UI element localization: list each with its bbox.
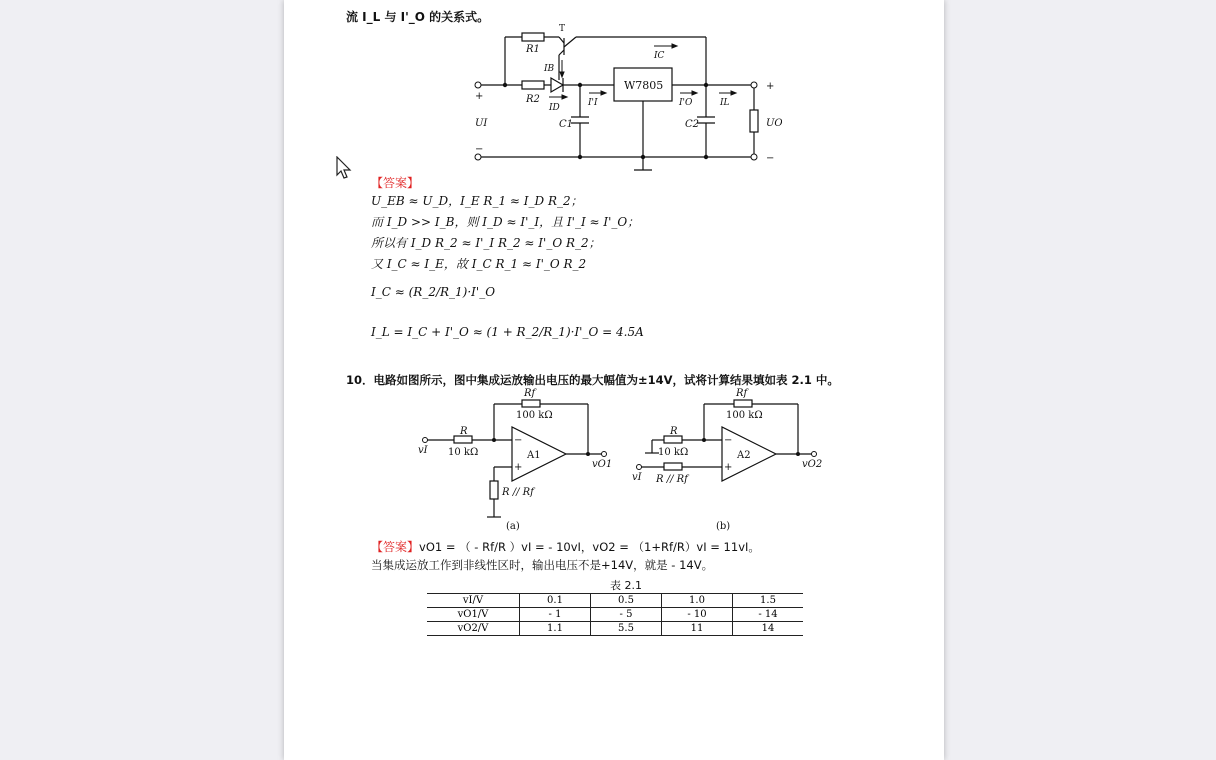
regulator-label: W7805 — [624, 79, 664, 92]
q10-answer-text: vO1 = （ - Rf/R ）vI = - 10vI，vO2 = （1+Rf/R）vI = 11vI。 — [419, 540, 760, 554]
table-cell: - 1 — [520, 608, 591, 622]
vi-b-label: vI — [632, 472, 642, 483]
rf-a-label: Rf — [524, 388, 536, 399]
q9-eq-line-4: 又 I_C ≈ I_E，故 I_C R_1 ≈ I'_O R_2 — [371, 257, 587, 271]
q10-answer-label: 【答案】 — [371, 540, 420, 554]
q9-ic-formula: I_C ≈ (R_2/R_1)·I'_O — [371, 285, 496, 299]
r-a-label: R — [460, 426, 468, 437]
q9-eq-line-3: 所以有 I_D R_2 ≈ I'_I R_2 ≈ I'_O R_2； — [371, 236, 601, 250]
table-cell: - 14 — [733, 608, 804, 622]
ic-label: IC — [654, 51, 665, 61]
document-page — [284, 0, 944, 760]
r-b-label: R — [670, 426, 678, 437]
svg-text:+: + — [724, 462, 733, 473]
table-row — [427, 622, 803, 636]
r-a-value: 10 kΩ — [448, 447, 479, 458]
vi-a-label: vI — [418, 445, 428, 456]
q9-eq-line-2: 而 I_D >> I_B，则 I_D ≈ I'_I，且 I'_I ≈ I'_O； — [371, 215, 640, 229]
mouse-pointer-icon — [336, 156, 352, 180]
table-cell: 14 — [733, 622, 804, 636]
q9-answer-label: 【答案】 — [371, 176, 420, 190]
table-row-label: vO2/V — [427, 622, 520, 636]
amp-b-label: A2 — [737, 450, 751, 461]
opamp-circuits-diagram — [414, 385, 834, 535]
transistor-label: T — [559, 24, 566, 34]
table-cell: 0.5 — [591, 594, 662, 608]
table-cell: 1.1 — [520, 622, 591, 636]
table-title: 表 2.1 — [610, 579, 642, 592]
q9-il-formula: I_L = I_C + I'_O ≈ (1 + R_2/R_1)·I'_O = 4.5A — [371, 325, 644, 339]
rf-b-label: Rf — [736, 388, 748, 399]
table-cell: - 10 — [662, 608, 733, 622]
table-cell: 1.0 — [662, 594, 733, 608]
caption-a: (a) — [506, 521, 520, 532]
table-row — [427, 608, 803, 622]
il-label: IL — [720, 98, 730, 108]
question10-title: 10．电路如图所示，图中集成运放输出电压的最大幅值为±14V，试将计算结果填如表 2.1 中。 — [346, 373, 839, 387]
svg-text:+: + — [514, 462, 523, 473]
uo-label: UO — [766, 118, 783, 129]
ib-label: IB — [544, 64, 555, 74]
q9-eq-line-1: U_EB ≈ U_D，I_E R_1 ≈ I_D R_2； — [371, 194, 583, 208]
table-cell: 1.5 — [733, 594, 804, 608]
ui-label: UI — [475, 118, 488, 129]
rf-b-value: 100 kΩ — [726, 410, 763, 421]
amp-a-label: A1 — [527, 450, 541, 461]
svg-text:−: − — [514, 435, 523, 446]
table-row-label: vO1/V — [427, 608, 520, 622]
regulator-circuit-diagram — [464, 20, 794, 175]
output-plus-label: + — [766, 81, 775, 92]
table-cell: 5.5 — [591, 622, 662, 636]
c2-label: C2 — [685, 119, 700, 130]
bias-a-label: R // Rf — [502, 487, 534, 498]
ii-label: I'I — [588, 98, 598, 108]
svg-text:−: − — [724, 435, 733, 446]
q10-note: 当集成运放工作到非线性区时，输出电压不是+14V，就是 - 14V。 — [371, 558, 714, 572]
bias-b-label: R // Rf — [656, 474, 688, 485]
rf-a-value: 100 kΩ — [516, 410, 553, 421]
vo2-label: vO2 — [802, 459, 823, 470]
id-label: ID — [549, 103, 560, 113]
c1-label: C1 — [559, 119, 574, 130]
table-row — [427, 594, 803, 608]
r1-label: R1 — [526, 44, 540, 55]
question9-intro: 流 I_L 与 I'_O 的关系式。 — [346, 10, 490, 24]
input-minus-label: − — [475, 144, 484, 155]
io-label: I'O — [679, 98, 693, 108]
table-cell: 11 — [662, 622, 733, 636]
q10-answer-line — [371, 538, 760, 555]
r-b-value: 10 kΩ — [658, 447, 689, 458]
caption-b: (b) — [716, 521, 731, 532]
vo1-label: vO1 — [592, 459, 613, 470]
table-cell: - 5 — [591, 608, 662, 622]
output-minus-label: − — [766, 153, 775, 164]
table-row-label: vI/V — [427, 594, 520, 608]
input-plus-label: + — [475, 91, 484, 102]
table-cell: 0.1 — [520, 594, 591, 608]
results-table — [427, 593, 803, 636]
r2-label: R2 — [526, 94, 540, 105]
